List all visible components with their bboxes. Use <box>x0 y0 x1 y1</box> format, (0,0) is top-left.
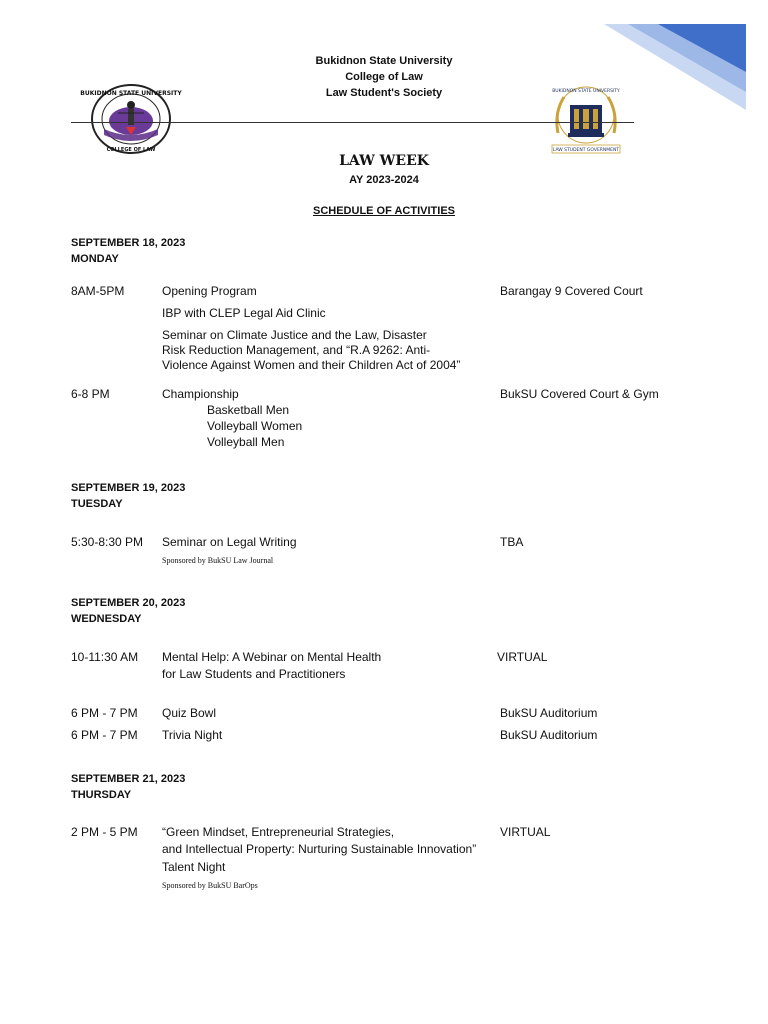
event-title: Championship <box>162 387 239 401</box>
event-sponsor: Sponsored by BukSU BarOps <box>162 881 258 890</box>
logo-text-top: BUKIDNON STATE UNIVERSITY <box>552 89 620 94</box>
law-student-government-logo <box>548 83 624 155</box>
event-title: Risk Reduction Management, and “R.A 9262: Anti- <box>162 343 431 357</box>
event-subitem: Volleyball Men <box>207 435 285 449</box>
event-venue: Barangay 9 Covered Court <box>500 284 643 298</box>
event-time: 5:30-8:30 PM <box>71 535 144 549</box>
college-name: College of Law <box>345 71 423 83</box>
event-title: for Law Students and Practitioners <box>162 667 346 681</box>
event-title: Violence Against Women and their Children Act of 2004” <box>162 358 461 372</box>
day-date: SEPTEMBER 21, 2023 <box>71 773 186 785</box>
event-time: 6 PM - 7 PM <box>71 728 138 742</box>
university-seal-logo <box>80 83 182 155</box>
event-time: 8AM-5PM <box>71 284 125 298</box>
day-date: SEPTEMBER 20, 2023 <box>71 597 186 609</box>
event-venue: VIRTUAL <box>500 825 551 839</box>
event-time: 10-11:30 AM <box>71 650 139 664</box>
seal-text-top: BUKIDNON STATE UNIVERSITY <box>80 90 182 97</box>
event-title: Trivia Night <box>162 728 223 742</box>
day-date: SEPTEMBER 18, 2023 <box>71 237 186 249</box>
event-sponsor: Sponsored by BukSU Law Journal <box>162 556 274 565</box>
event-venue: BukSU Covered Court & Gym <box>500 387 659 401</box>
university-name: Bukidnon State University <box>315 55 453 67</box>
schedule-heading-text: SCHEDULE OF ACTIVITIES <box>313 205 455 217</box>
event-title: Opening Program <box>162 284 257 298</box>
society-name: Law Student's Society <box>325 87 443 99</box>
event-title: Talent Night <box>162 860 226 874</box>
logo-text-bottom: LAW STUDENT GOVERNMENT <box>552 148 620 153</box>
academic-year: AY 2023-2024 <box>349 174 419 186</box>
schedule-heading <box>0 205 768 217</box>
event-venue: TBA <box>500 535 524 549</box>
event-time: 6 PM - 7 PM <box>71 706 138 720</box>
event-venue: VIRTUAL <box>497 650 548 664</box>
event-time: 6-8 PM <box>71 387 110 401</box>
event-title: and Intellectual Property: Nurturing Sustainable Innovation” <box>162 842 477 856</box>
event-venue: BukSU Auditorium <box>500 728 598 742</box>
event-title: IBP with CLEP Legal Aid Clinic <box>162 306 326 320</box>
event-venue: BukSU Auditorium <box>500 706 598 720</box>
event-title: “Green Mindset, Entrepreneurial Strategies, <box>162 825 395 839</box>
event-title: Seminar on Climate Justice and the Law, Disaster <box>162 328 427 342</box>
day-weekday: TUESDAY <box>71 498 123 510</box>
event-title: Seminar on Legal Writing <box>162 535 297 549</box>
day-date: SEPTEMBER 19, 2023 <box>71 482 186 494</box>
seal-text-bottom: COLLEGE OF LAW <box>106 147 156 153</box>
day-weekday: WEDNESDAY <box>71 613 142 625</box>
header-divider <box>71 122 634 123</box>
day-weekday: THURSDAY <box>71 789 132 801</box>
event-time: 2 PM - 5 PM <box>71 825 138 839</box>
event-title: Mental Help: A Webinar on Mental Health <box>162 650 382 664</box>
day-weekday: MONDAY <box>71 253 119 265</box>
document-title: LAW WEEK <box>339 153 429 169</box>
event-subitem: Volleyball Women <box>207 419 303 433</box>
event-title: Quiz Bowl <box>162 706 217 720</box>
event-subitem: Basketball Men <box>207 403 290 417</box>
